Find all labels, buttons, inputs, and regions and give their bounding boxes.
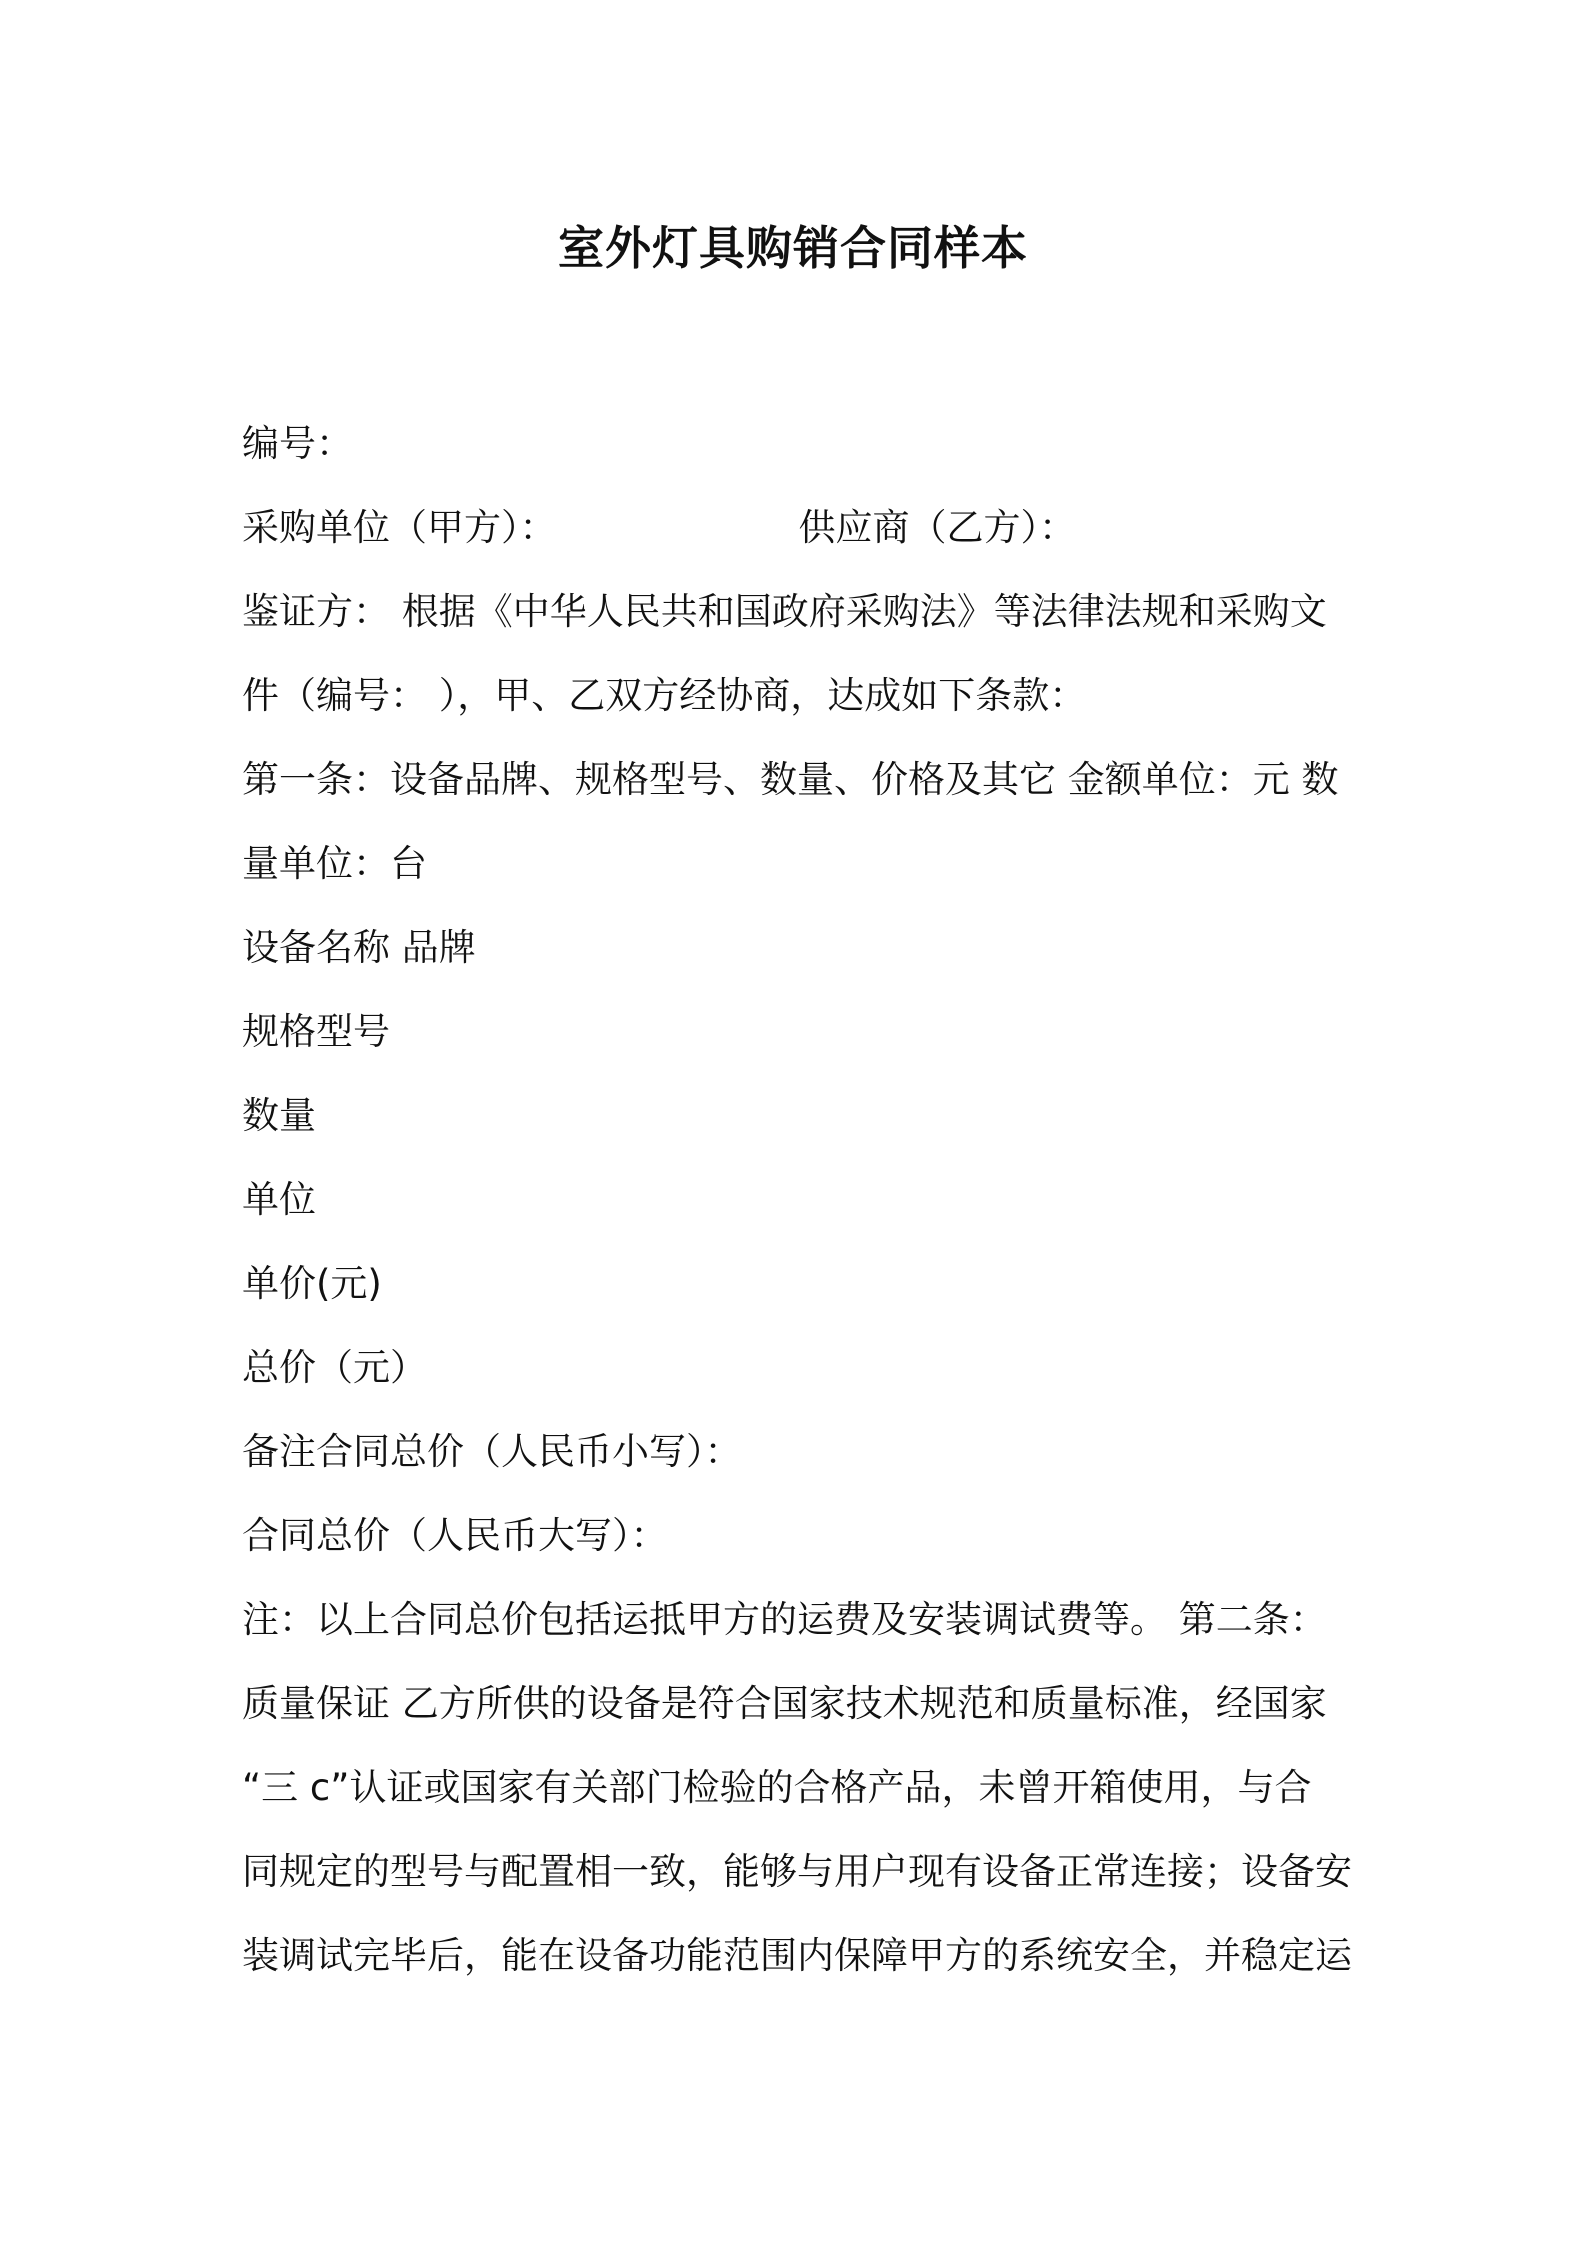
text-line: 装调试完毕后，能在设备功能范围内保障甲方的系统安全，并稳定运 [242,1934,1352,1977]
text-line: 总价（元） [242,1346,427,1389]
text-line: 备注合同总价（人民币小写）： [242,1430,742,1473]
text-line: 质量保证 乙方所供的设备是符合国家技术规范和质量标准，经国家 [242,1682,1327,1725]
text-line: 量单位：台 [242,842,427,885]
text-line: 件（编号： ），甲、乙双方经协商，达成如下条款： [242,674,1087,717]
text-line: “三 c”认证或国家有关部门检验的合格产品，未曾开箱使用，与合 [242,1766,1312,1809]
text-line: 单价(元) [242,1262,382,1305]
text-line: 鉴证方： 根据《中华人民共和国政府采购法》等法律法规和采购文 [242,590,1327,633]
parties-line [242,486,1352,570]
text-line: 第一条：设备品牌、规格型号、数量、价格及其它 金额单位：元 数 [242,758,1339,801]
text-line: 规格型号 [242,1010,390,1053]
purchaser-label: 采购单位（甲方）： [242,506,557,549]
text-line: 数量 [242,1094,316,1137]
text-line: 同规定的型号与配置相一致，能够与用户现有设备正常连接；设备安 [242,1850,1352,1893]
text-line: 合同总价（人民币大写）： [242,1514,668,1557]
document-body [242,402,1352,1998]
supplier-label: 供应商（乙方）： [798,506,1076,549]
document-title: 室外灯具购销合同样本 [558,221,1028,275]
text-line: 单位 [242,1178,316,1221]
contract-number-line: 编号： [242,422,353,465]
text-line: 设备名称 品牌 [242,926,476,969]
text-line: 注：以上合同总价包括运抵甲方的运费及安装调试费等。 第二条： [242,1598,1327,1641]
